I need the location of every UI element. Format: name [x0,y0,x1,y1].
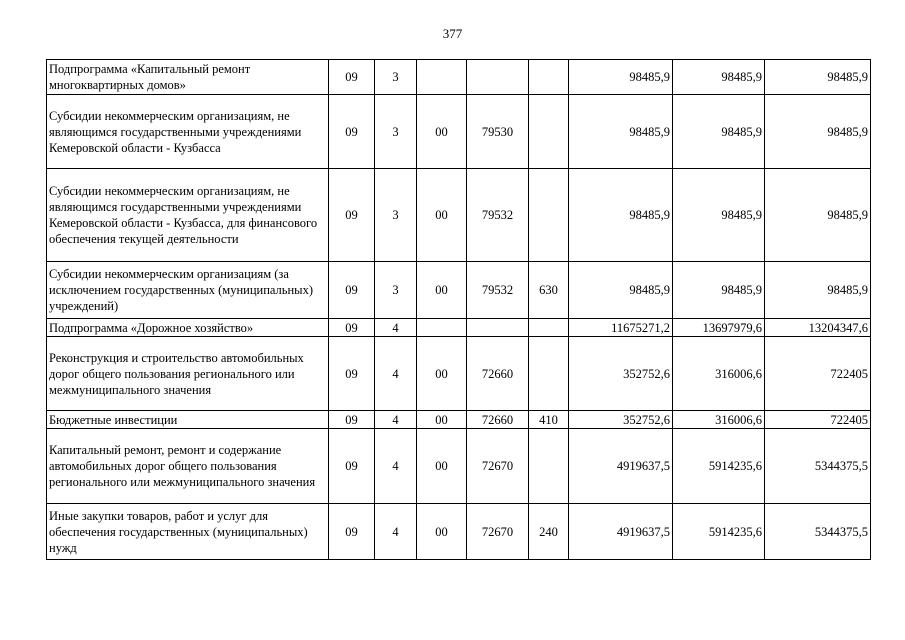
row-section: 09 [329,95,375,169]
row-name: Реконструкция и строительство автомобильных дорог общего пользования регионального или межмуниципального значения [47,337,329,411]
row-name: Субсидии некоммерческим организациям (за исключением государственных (муниципальных) учреждений) [47,262,329,319]
row-name: Иные закупки товаров, работ и услуг для обеспечения государственных (муниципальных) нужд [47,504,329,560]
row-section: 09 [329,60,375,95]
row-target-code: 72670 [467,504,529,560]
row-subsection: 3 [375,169,417,262]
row-year2-value: 316006,6 [673,411,765,429]
row-subsection: 4 [375,504,417,560]
page-number: 377 [442,26,463,41]
row-subsection: 4 [375,429,417,504]
row-year1-value: 98485,9 [569,169,673,262]
row-year2-value: 98485,9 [673,169,765,262]
row-year3-value: 13204347,6 [765,319,871,337]
row-year3-value: 5344375,5 [765,504,871,560]
row-year1-value: 98485,9 [569,262,673,319]
table-row [47,95,871,169]
row-target-code: 79530 [467,95,529,169]
row-expense-type [529,169,569,262]
row-year1-value: 11675271,2 [569,319,673,337]
row-section: 09 [329,337,375,411]
table-row [47,60,871,95]
row-program-code [417,60,467,95]
row-section: 09 [329,319,375,337]
row-year3-value: 98485,9 [765,169,871,262]
row-subsection: 4 [375,337,417,411]
row-expense-type: 240 [529,504,569,560]
row-section: 09 [329,262,375,319]
row-year1-value: 98485,9 [569,60,673,95]
row-expense-type [529,429,569,504]
row-expense-type [529,60,569,95]
row-year1-value: 352752,6 [569,411,673,429]
row-target-code: 72660 [467,411,529,429]
row-expense-type [529,95,569,169]
row-section: 09 [329,169,375,262]
row-year2-value: 5914235,6 [673,429,765,504]
row-year3-value: 98485,9 [765,95,871,169]
row-section: 09 [329,411,375,429]
row-expense-type [529,337,569,411]
row-year2-value: 316006,6 [673,337,765,411]
row-year2-value: 98485,9 [673,262,765,319]
row-expense-type: 630 [529,262,569,319]
row-program-code: 00 [417,169,467,262]
row-year1-value: 4919637,5 [569,504,673,560]
row-subsection: 3 [375,262,417,319]
row-program-code: 00 [417,262,467,319]
table-row [47,262,871,319]
row-name: Субсидии некоммерческим организациям, не являющимся государственными учреждениями Кемеровской области - Кузбасса [47,95,329,169]
row-target-code: 79532 [467,169,529,262]
table-row [47,169,871,262]
row-name: Подпрограмма «Капитальный ремонт многоквартирных домов» [47,60,329,95]
row-target-code [467,60,529,95]
row-year2-value: 13697979,6 [673,319,765,337]
row-name: Бюджетные инвестиции [47,411,329,429]
row-program-code [417,319,467,337]
table-row [47,411,871,429]
row-year3-value: 98485,9 [765,262,871,319]
row-subsection: 3 [375,60,417,95]
table-row [47,429,871,504]
row-expense-type [529,319,569,337]
row-year3-value: 722405 [765,411,871,429]
row-expense-type: 410 [529,411,569,429]
row-year3-value: 98485,9 [765,60,871,95]
row-section: 09 [329,504,375,560]
table-row [47,504,871,560]
row-program-code: 00 [417,95,467,169]
row-subsection: 4 [375,411,417,429]
row-program-code: 00 [417,411,467,429]
row-subsection: 3 [375,95,417,169]
row-name: Подпрограмма «Дорожное хозяйство» [47,319,329,337]
table-row [47,337,871,411]
row-year1-value: 4919637,5 [569,429,673,504]
row-program-code: 00 [417,337,467,411]
row-name: Капитальный ремонт, ремонт и содержание автомобильных дорог общего пользования регионального или межмуниципального значения [47,429,329,504]
row-section: 09 [329,429,375,504]
row-name: Субсидии некоммерческим организациям, не являющимся государственными учреждениями Кемеровской области - Кузбасса, для финансового обеспечения текущей деятельности [47,169,329,262]
row-year2-value: 98485,9 [673,60,765,95]
row-target-code: 72670 [467,429,529,504]
row-year2-value: 98485,9 [673,95,765,169]
row-year1-value: 98485,9 [569,95,673,169]
row-program-code: 00 [417,429,467,504]
row-year3-value: 722405 [765,337,871,411]
row-year2-value: 5914235,6 [673,504,765,560]
budget-table [46,59,871,560]
row-year3-value: 5344375,5 [765,429,871,504]
row-target-code: 79532 [467,262,529,319]
row-program-code: 00 [417,504,467,560]
row-target-code [467,319,529,337]
row-subsection: 4 [375,319,417,337]
table-row [47,319,871,337]
row-target-code: 72660 [467,337,529,411]
row-year1-value: 352752,6 [569,337,673,411]
